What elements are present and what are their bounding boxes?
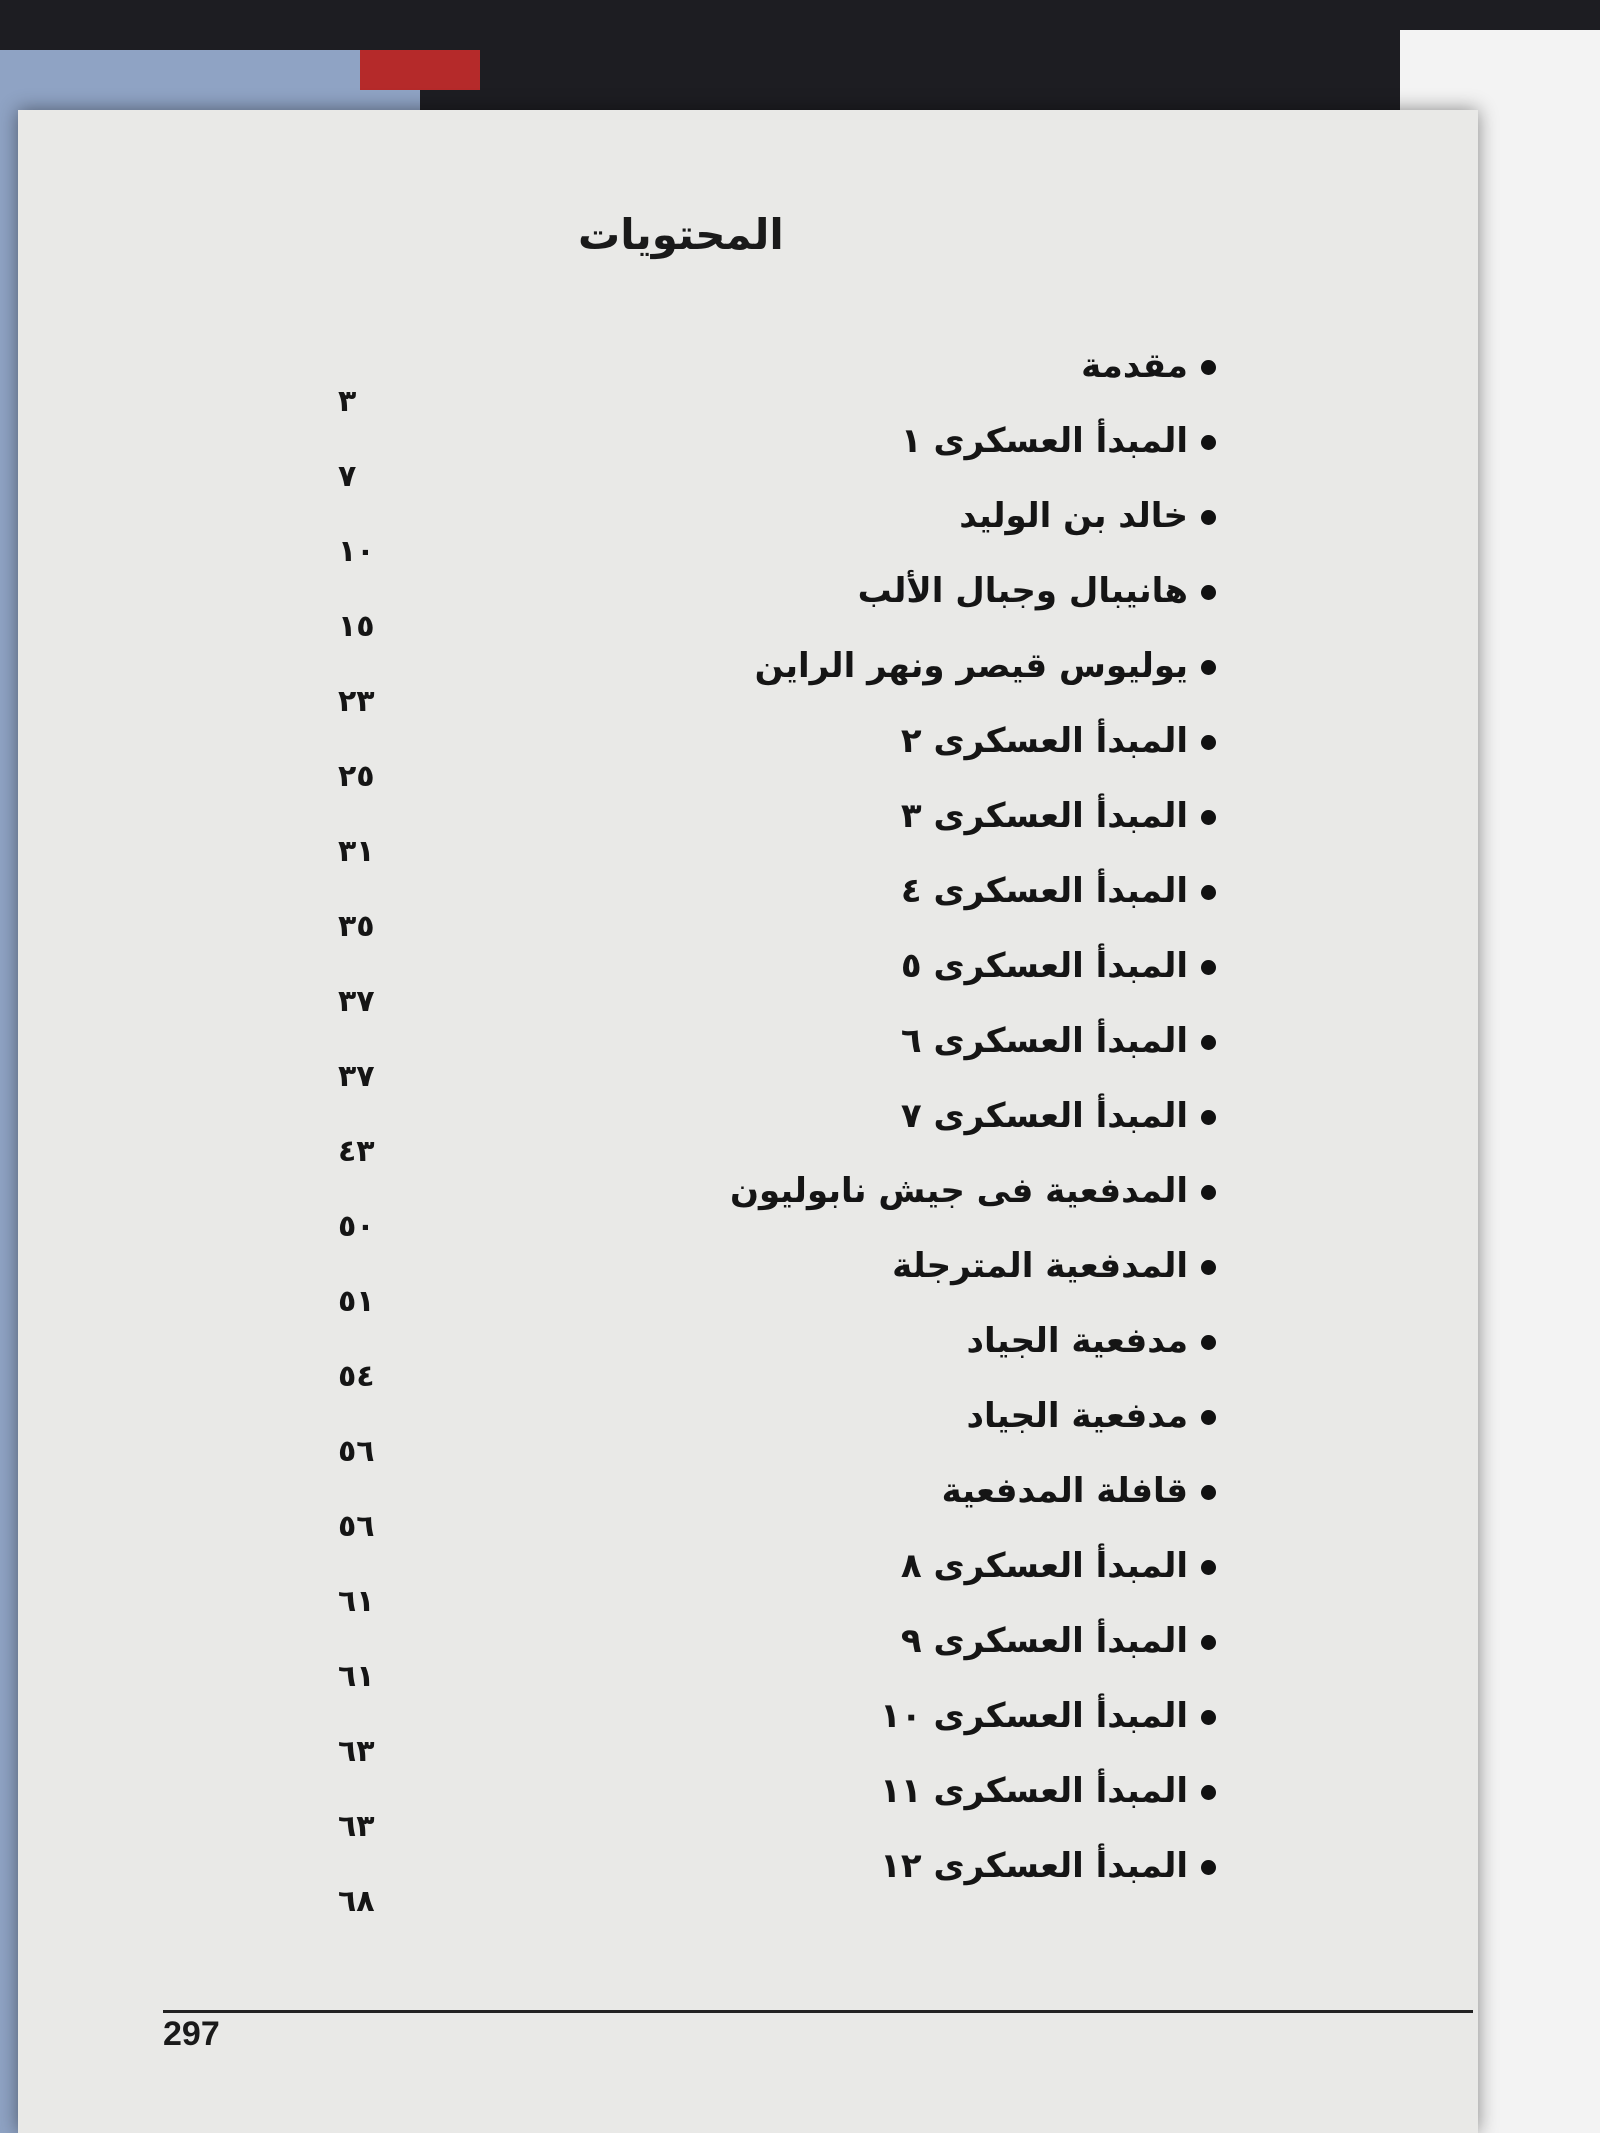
- toc-entry-page: ٥١: [338, 1284, 375, 1319]
- toc-entry: [18, 1392, 1478, 1467]
- toc-entry: [18, 417, 1478, 492]
- toc-entry: [18, 1542, 1478, 1617]
- toc-entry-title: المبدأ العسكرى ٥: [900, 946, 1188, 986]
- bullet-icon: [1201, 1485, 1216, 1500]
- toc-entry-page: ١٠: [338, 534, 375, 569]
- toc-entry: [18, 1167, 1478, 1242]
- bullet-icon: [1201, 1785, 1216, 1800]
- toc-entry: [18, 1317, 1478, 1392]
- book-cover-accent: [360, 50, 480, 90]
- toc-entry-page: ٣: [338, 384, 357, 419]
- toc-entry-title: المبدأ العسكرى ٧: [900, 1096, 1188, 1136]
- toc-entry: [18, 342, 1478, 417]
- toc-entry: [18, 1092, 1478, 1167]
- toc-entry-title: المبدأ العسكرى ٢: [900, 721, 1188, 761]
- bullet-icon: [1201, 1410, 1216, 1425]
- toc-entry-title: يوليوس قيصر ونهر الراين: [754, 646, 1188, 686]
- bullet-icon: [1201, 1260, 1216, 1275]
- toc-entry-title: المبدأ العسكرى ١: [900, 421, 1188, 461]
- toc-entry: [18, 642, 1478, 717]
- bullet-icon: [1201, 660, 1216, 675]
- toc-entry: [18, 567, 1478, 642]
- bullet-icon: [1201, 885, 1216, 900]
- toc-entry-page: ٥٦: [338, 1434, 375, 1469]
- toc-entry-title: المبدأ العسكرى ٣: [900, 796, 1188, 836]
- toc-entry-page: ٤٣: [338, 1134, 375, 1169]
- toc-entry: [18, 492, 1478, 567]
- toc-entry-title: مقدمة: [1081, 346, 1188, 386]
- toc-entry: [18, 1692, 1478, 1767]
- toc-entry-title: المبدأ العسكرى ٨: [900, 1546, 1188, 1586]
- footer-rule: [163, 2010, 1473, 2013]
- toc-entry-title: المدفعية فى جيش نابوليون: [729, 1171, 1188, 1211]
- bullet-icon: [1201, 585, 1216, 600]
- bullet-icon: [1201, 1860, 1216, 1875]
- toc-entry-page: ٥٤: [338, 1359, 375, 1394]
- toc-entry-page: ٣١: [338, 834, 375, 869]
- bullet-icon: [1201, 960, 1216, 975]
- toc-entry: [18, 867, 1478, 942]
- toc-entry: [18, 717, 1478, 792]
- bullet-icon: [1201, 1635, 1216, 1650]
- toc-entry: [18, 1842, 1478, 1917]
- toc-entry-title: مدفعية الجياد: [966, 1321, 1188, 1361]
- toc-entry-title: المبدأ العسكرى ١٢: [880, 1846, 1188, 1886]
- toc-entry-title: المبدأ العسكرى ١١: [880, 1771, 1188, 1811]
- toc-entry-page: ٦١: [338, 1659, 375, 1694]
- toc-entry-page: ٣٥: [338, 909, 375, 944]
- page-number: 297: [163, 2015, 220, 2053]
- toc-entry-title: هانيبال وجبال الألب: [857, 571, 1188, 611]
- bullet-icon: [1201, 810, 1216, 825]
- toc-entry: [18, 1617, 1478, 1692]
- bullet-icon: [1201, 1185, 1216, 1200]
- toc-entry-title: خالد بن الوليد: [959, 496, 1188, 536]
- toc-entry-page: ٣٧: [338, 984, 375, 1019]
- page-title: المحتويات: [578, 210, 784, 259]
- bullet-icon: [1201, 1035, 1216, 1050]
- toc-entry-page: ٥٦: [338, 1509, 375, 1544]
- bullet-icon: [1201, 1110, 1216, 1125]
- bullet-icon: [1201, 360, 1216, 375]
- toc-entry-title: المبدأ العسكرى ٤: [900, 871, 1188, 911]
- toc-entry-page: ٦١: [338, 1584, 375, 1619]
- toc-entry-page: ٢٥: [338, 759, 375, 794]
- toc-entry-page: ٥٠: [338, 1209, 375, 1244]
- toc-entry: [18, 792, 1478, 867]
- bullet-icon: [1201, 735, 1216, 750]
- toc-entry: [18, 942, 1478, 1017]
- bullet-icon: [1201, 510, 1216, 525]
- toc-entry: [18, 1767, 1478, 1842]
- toc-entry-page: ٣٧: [338, 1059, 375, 1094]
- toc-entry: [18, 1242, 1478, 1317]
- contents-page: [18, 110, 1478, 2133]
- toc-entry-page: ٧: [338, 459, 357, 494]
- toc-entry-title: المبدأ العسكرى ٩: [900, 1621, 1188, 1661]
- toc-entry-title: المدفعية المترجلة: [892, 1246, 1188, 1286]
- toc-entry-page: ٦٨: [338, 1884, 375, 1919]
- toc-entry: [18, 1467, 1478, 1542]
- toc-entry-page: ٢٣: [338, 684, 375, 719]
- toc-entry-page: ١٥: [338, 609, 375, 644]
- bullet-icon: [1201, 1710, 1216, 1725]
- toc-entry-title: المبدأ العسكرى ١٠: [880, 1696, 1188, 1736]
- bullet-icon: [1201, 435, 1216, 450]
- bullet-icon: [1201, 1335, 1216, 1350]
- toc-entry-title: قافلة المدفعية: [941, 1471, 1188, 1511]
- toc-entry-page: ٦٣: [338, 1734, 375, 1769]
- bullet-icon: [1201, 1560, 1216, 1575]
- table-of-contents: [18, 342, 1478, 1917]
- toc-entry-title: مدفعية الجياد: [966, 1396, 1188, 1436]
- toc-entry-page: ٦٣: [338, 1809, 375, 1844]
- toc-entry-title: المبدأ العسكرى ٦: [900, 1021, 1188, 1061]
- toc-entry: [18, 1017, 1478, 1092]
